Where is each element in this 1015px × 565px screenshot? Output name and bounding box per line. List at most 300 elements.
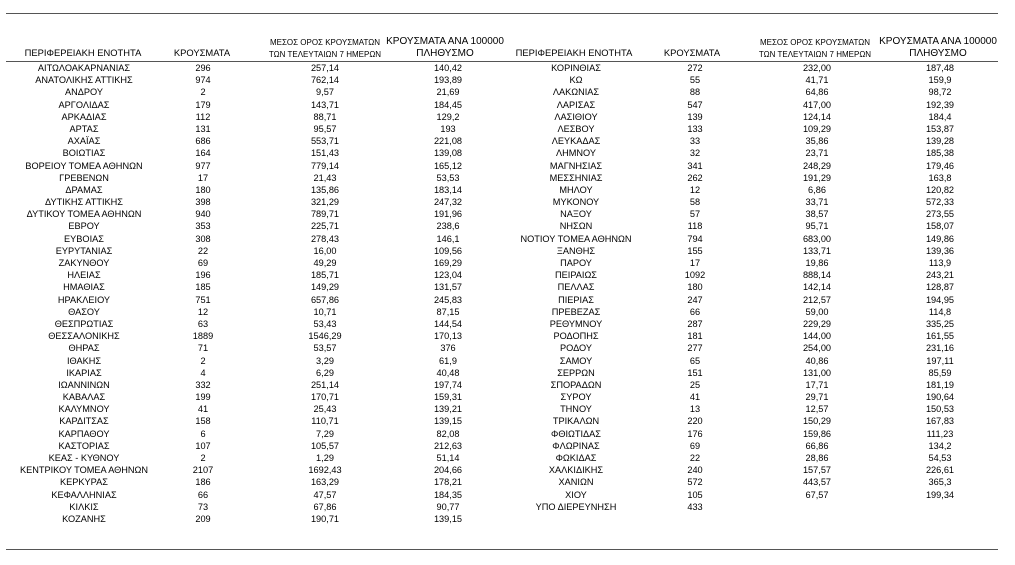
table-row: [0, 330, 510, 342]
region-cell: ΛΕΥΚΑΔΑΣ: [551, 136, 601, 147]
per100k-cell: 572,33: [925, 197, 955, 208]
avg-cell: 212,57: [802, 294, 832, 305]
table-row: [492, 196, 1015, 208]
table-row: [0, 257, 510, 269]
region-cell: ΘΗΡΑΣ: [68, 343, 100, 354]
table-row: [492, 501, 1015, 513]
table-row: [492, 452, 1015, 464]
region-cell: ΦΛΩΡΙΝΑΣ: [552, 440, 600, 451]
table-row: [492, 172, 1015, 184]
avg-cell: 19,86: [805, 258, 829, 268]
per100k-cell: 365,3: [928, 477, 952, 488]
region-cell: ΚΑΒΑΛΑΣ: [62, 392, 106, 403]
region-cell: ΒΟΙΩΤΙΑΣ: [62, 148, 106, 159]
table-row: [0, 196, 510, 208]
region-cell: ΜΥΚΟΝΟΥ: [552, 197, 600, 208]
table-row: [492, 440, 1015, 452]
avg-cell: 321,29: [310, 197, 340, 208]
per100k-cell: 243,21: [925, 270, 955, 281]
cases-cell: 69: [197, 258, 209, 268]
cases-cell: 65: [689, 355, 701, 366]
per100k-cell: 184,35: [433, 489, 463, 500]
region-cell: ΚΑΡΠΑΘΟΥ: [58, 428, 110, 439]
per100k-cell: 146,1: [436, 233, 460, 244]
table-row: [0, 355, 510, 367]
avg-cell: 124,14: [802, 111, 832, 122]
table-row: [492, 391, 1015, 403]
table-row: [492, 99, 1015, 111]
region-cell: ΑΝΑΤΟΛΙΚΗΣ ΑΤΤΙΚΗΣ: [35, 75, 133, 86]
region-cell: ΜΗΛΟΥ: [559, 184, 593, 195]
region-cell: ΑΡΤΑΣ: [69, 123, 99, 134]
cases-cell: 151: [687, 367, 703, 378]
cases-cell: 220: [687, 416, 703, 427]
per100k-cell: 114,8: [928, 306, 952, 317]
table-row: [0, 440, 510, 452]
region-cell: ΗΛΕΙΑΣ: [67, 270, 101, 281]
cases-cell: 155: [687, 245, 703, 256]
per100k-cell: 165,12: [433, 160, 463, 171]
per100k-cell: 183,14: [433, 184, 463, 195]
per100k-cell: 184,45: [433, 99, 463, 110]
table-row: [0, 184, 510, 196]
per100k-cell: 192,39: [925, 99, 955, 110]
table-row: [492, 220, 1015, 232]
cases-cell: 12: [197, 306, 209, 317]
table-row: [492, 403, 1015, 415]
region-cell: ΑΧΑΪΑΣ: [67, 136, 101, 147]
table-row: [0, 415, 510, 427]
table-row: [0, 233, 510, 245]
avg-cell: 417,00: [802, 99, 832, 110]
per100k-cell: 139,21: [433, 404, 463, 415]
table-row: [0, 342, 510, 354]
avg-cell: 779,14: [310, 160, 340, 171]
per100k-cell: 187,48: [925, 63, 955, 73]
region-cell: ΧΑΝΙΩΝ: [558, 477, 594, 488]
cases-cell: 133: [687, 123, 703, 134]
table-row: [0, 123, 510, 135]
cases-cell: 572: [687, 477, 703, 488]
per100k-cell: 193: [440, 123, 456, 134]
per100k-cell: 184,4: [928, 111, 952, 122]
cases-cell: 1889: [192, 331, 214, 342]
header-per100k-line1: ΚΡΟΥΣΜΑΤΑ ΑΝΑ 100000: [879, 36, 997, 47]
table-row: [492, 147, 1015, 159]
cases-cell: 131: [195, 123, 211, 134]
region-cell: ΑΝΔΡΟΥ: [64, 87, 103, 98]
avg-cell: 40,86: [805, 355, 829, 366]
per100k-cell: 90,77: [436, 501, 460, 512]
table-row: [0, 464, 510, 476]
cases-cell: 22: [197, 245, 209, 256]
avg-cell: 12,57: [805, 404, 829, 415]
cases-cell: 57: [689, 209, 701, 220]
table-row: [492, 160, 1015, 172]
cases-cell: 353: [195, 221, 211, 232]
table-row: [0, 245, 510, 257]
per100k-cell: 123,04: [433, 270, 463, 281]
cases-cell: 247: [687, 294, 703, 305]
avg-cell: 95,71: [805, 221, 829, 232]
cases-cell: 332: [195, 379, 211, 390]
table-row: [0, 476, 510, 488]
per100k-cell: 53,53: [436, 172, 460, 183]
cases-cell: 2: [200, 355, 206, 366]
region-cell: ΠΙΕΡΙΑΣ: [558, 294, 594, 305]
region-cell: ΛΕΣΒΟΥ: [557, 123, 595, 134]
table-row: [0, 62, 510, 74]
cases-cell: 176: [687, 428, 703, 439]
avg-cell: 151,43: [310, 148, 340, 159]
per100k-cell: 197,11: [926, 355, 954, 366]
per100k-cell: 199,34: [925, 489, 955, 500]
cases-cell: 185: [195, 282, 211, 293]
table-row: [0, 379, 510, 391]
avg-cell: 553,71: [310, 136, 340, 147]
cases-cell: 25: [689, 379, 701, 390]
avg-cell: 10,71: [313, 306, 337, 317]
avg-cell: 191,29: [802, 172, 832, 183]
header-per100k-line2: ΠΛΗΘΥΣΜΟ: [416, 48, 474, 59]
region-cell: ΚΕΡΚΥΡΑΣ: [60, 477, 108, 488]
left-table: [0, 62, 510, 525]
avg-cell: 16,00: [313, 245, 337, 256]
region-cell: ΗΜΑΘΙΑΣ: [63, 282, 105, 293]
region-cell: ΝΗΣΩΝ: [559, 221, 593, 232]
region-cell: ΘΑΣΟΥ: [68, 306, 100, 317]
region-cell: ΣΠΟΡΑΔΩΝ: [550, 379, 602, 390]
cases-cell: 186: [195, 477, 211, 488]
avg-cell: 110,71: [311, 416, 339, 427]
table-row: [0, 220, 510, 232]
header-region-left: ΠΕΡΙΦΕΡΕΙΑΚΗ ΕΝΟΤΗΤΑ: [24, 47, 142, 58]
cases-cell: 4: [200, 367, 206, 378]
per100k-cell: 113,9: [928, 258, 952, 268]
avg-cell: 888,14: [802, 270, 832, 281]
per100k-cell: 197,74: [433, 379, 463, 390]
avg-cell: 49,29: [313, 258, 337, 268]
avg-cell: 170,71: [310, 392, 340, 403]
per100k-cell: 85,59: [928, 367, 952, 378]
cases-cell: 433: [687, 501, 703, 512]
region-cell: ΚΩ: [569, 75, 583, 86]
table-row: [492, 281, 1015, 293]
cases-cell: 196: [195, 270, 211, 281]
table-row: [492, 489, 1015, 501]
per100k-cell: 144,54: [433, 318, 463, 329]
table-row: [492, 135, 1015, 147]
cases-cell: 17: [197, 172, 209, 183]
avg-cell: 53,57: [313, 343, 337, 354]
region-cell: ΠΡΕΒΕΖΑΣ: [551, 306, 601, 317]
top-rule: [6, 13, 998, 14]
per100k-cell: 376: [440, 343, 456, 354]
region-cell: ΚΑΡΔΙΤΣΑΣ: [59, 416, 109, 427]
avg-cell: 66,86: [805, 440, 829, 451]
per100k-cell: 54,53: [928, 453, 952, 463]
table-row: [0, 99, 510, 111]
table-row: [492, 367, 1015, 379]
header-avg-right: [745, 37, 885, 61]
avg-cell: 229,29: [802, 318, 832, 329]
region-cell: ΕΥΡΥΤΑΝΙΑΣ: [55, 245, 113, 256]
region-cell: ΖΑΚΥΝΘΟΥ: [58, 258, 110, 268]
table-row: [0, 367, 510, 379]
right-table: [492, 62, 1015, 513]
table-row: [0, 172, 510, 184]
region-cell: ΛΑΣΙΘΙΟΥ: [554, 111, 598, 122]
region-cell: ΚΟΖΑΝΗΣ: [62, 513, 106, 524]
avg-cell: 150,29: [802, 416, 832, 427]
per100k-cell: 212,63: [433, 440, 463, 451]
table-row: [0, 86, 510, 98]
cases-cell: 118: [687, 221, 703, 232]
per100k-cell: 21,69: [436, 87, 460, 98]
table-row: [492, 428, 1015, 440]
avg-cell: 133,71: [802, 245, 832, 256]
per100k-cell: 238,6: [436, 221, 460, 232]
per100k-cell: 231,16: [925, 343, 955, 354]
region-cell: ΞΑΝΘΗΣ: [556, 245, 596, 256]
per100k-cell: 150,53: [925, 404, 955, 415]
region-cell: ΛΑΡΙΣΑΣ: [556, 99, 596, 110]
region-cell: ΡΟΔΟΥ: [559, 343, 592, 354]
table-row: [492, 476, 1015, 488]
region-cell: ΤΡΙΚΑΛΩΝ: [552, 416, 600, 427]
avg-cell: 41,71: [805, 75, 829, 86]
table-row: [0, 111, 510, 123]
region-cell: ΡΟΔΟΠΗΣ: [553, 331, 599, 342]
cases-cell: 341: [687, 160, 703, 171]
region-cell: ΝΟΤΙΟΥ ΤΟΜΕΑ ΑΘΗΝΩΝ: [520, 233, 632, 244]
per100k-cell: 190,64: [925, 392, 955, 403]
region-cell: ΚΕΝΤΡΙΚΟΥ ΤΟΜΕΑ ΑΘΗΝΩΝ: [19, 465, 149, 476]
per100k-cell: 61,9: [439, 355, 457, 366]
per100k-cell: 139,28: [925, 136, 955, 147]
cases-cell: 181: [687, 331, 703, 342]
per100k-cell: 161,55: [925, 331, 955, 342]
avg-cell: 6,86: [808, 184, 826, 195]
avg-cell: 35,86: [805, 136, 829, 147]
cases-cell: 105: [687, 489, 703, 500]
cases-cell: 209: [195, 513, 211, 524]
per100k-cell: 169,29: [433, 258, 463, 268]
table-row: [492, 464, 1015, 476]
per100k-cell: 139,15: [433, 416, 463, 427]
region-cell: ΠΕΙΡΑΙΩΣ: [555, 270, 597, 281]
region-cell: ΒΟΡΕΙΟΥ ΤΟΜΕΑ ΑΘΗΝΩΝ: [25, 160, 143, 171]
avg-cell: 683,00: [802, 233, 832, 244]
region-cell: ΑΡΚΑΔΙΑΣ: [61, 111, 107, 122]
per100k-cell: 98,72: [928, 87, 952, 98]
header-per100k-right: [873, 36, 1003, 60]
avg-cell: 67,57: [805, 489, 829, 500]
per100k-cell: 245,83: [433, 294, 463, 305]
avg-cell: 23,71: [805, 148, 829, 159]
avg-cell: 1546,29: [308, 331, 342, 342]
table-row: [492, 269, 1015, 281]
cases-cell: 32: [689, 148, 701, 159]
cases-cell: 2: [200, 87, 206, 98]
avg-cell: 9,57: [316, 87, 334, 98]
cases-cell: 63: [197, 318, 209, 329]
table-row: [492, 257, 1015, 269]
avg-cell: 278,43: [310, 233, 340, 244]
avg-cell: 762,14: [310, 75, 340, 86]
cases-cell: 199: [195, 392, 211, 403]
header-avg-line2: ΤΩΝ ΤΕΛΕΥΤΑΙΩΝ 7 ΗΜΕΡΩΝ: [758, 50, 872, 59]
table-row: [0, 391, 510, 403]
avg-cell: 157,57: [802, 465, 832, 476]
cases-cell: 164: [195, 148, 211, 159]
avg-cell: 28,86: [805, 453, 829, 463]
avg-cell: 149,29: [310, 282, 340, 293]
table-row: [492, 318, 1015, 330]
per100k-cell: 273,55: [925, 209, 955, 220]
header-avg-line1: ΜΕΣΟΣ ΟΡΟΣ ΚΡΟΥΣΜΑΤΩΝ: [759, 38, 871, 47]
table-row: [0, 281, 510, 293]
cases-cell: 686: [195, 136, 211, 147]
table-row: [492, 123, 1015, 135]
region-cell: ΠΕΛΛΑΣ: [557, 282, 595, 293]
cases-cell: 262: [687, 172, 703, 183]
cases-cell: 112: [195, 111, 211, 122]
cases-cell: 107: [195, 440, 211, 451]
table-row: [492, 245, 1015, 257]
per100k-cell: 204,66: [433, 465, 463, 476]
header-per100k-line2: ΠΛΗΘΥΣΜΟ: [909, 48, 967, 59]
table-row: [492, 233, 1015, 245]
per100k-cell: 181,19: [925, 379, 955, 390]
cases-cell: 308: [195, 233, 211, 244]
cases-cell: 66: [689, 306, 701, 317]
cases-cell: 13: [689, 404, 701, 415]
avg-cell: 64,86: [805, 87, 829, 98]
region-cell: ΕΒΡΟΥ: [68, 221, 100, 232]
header-cases-right: ΚΡΟΥΣΜΑΤΑ: [663, 47, 721, 58]
per100k-cell: 159,9: [928, 75, 952, 86]
cases-cell: 69: [689, 440, 701, 451]
per100k-cell: 335,25: [925, 318, 955, 329]
cases-cell: 6: [200, 428, 206, 439]
per100k-cell: 221,08: [433, 136, 463, 147]
per100k-cell: 185,38: [925, 148, 955, 159]
region-cell: ΘΕΣΣΑΛΟΝΙΚΗΣ: [48, 331, 120, 342]
avg-cell: 443,57: [802, 477, 832, 488]
avg-cell: 135,86: [310, 184, 340, 195]
avg-cell: 33,71: [805, 197, 829, 208]
table-row: [492, 294, 1015, 306]
per100k-cell: 226,61: [925, 465, 955, 476]
cases-cell: 17: [689, 258, 701, 268]
per100k-cell: 139,15: [433, 513, 463, 524]
region-cell: ΚΙΛΚΙΣ: [69, 501, 99, 512]
region-cell: ΧΙΟΥ: [565, 489, 587, 500]
avg-cell: 6,29: [316, 367, 334, 378]
avg-cell: 254,00: [802, 343, 832, 354]
region-cell: ΠΑΡΟΥ: [560, 258, 592, 268]
table-row: [492, 342, 1015, 354]
header-avg-line2: ΤΩΝ ΤΕΛΕΥΤΑΙΩΝ 7 ΗΜΕΡΩΝ: [268, 50, 382, 59]
cases-cell: 751: [195, 294, 211, 305]
avg-cell: 232,00: [802, 63, 832, 73]
avg-cell: 789,71: [310, 209, 340, 220]
cases-cell: 180: [687, 282, 703, 293]
cases-cell: 277: [687, 343, 703, 354]
table-row: [0, 501, 510, 513]
table-row: [492, 62, 1015, 74]
cases-cell: 179: [195, 99, 211, 110]
cases-cell: 58: [689, 197, 701, 208]
table-row: [492, 208, 1015, 220]
region-cell: ΓΡΕΒΕΝΩΝ: [59, 172, 109, 183]
cases-cell: 158: [195, 416, 211, 427]
table-row: [0, 318, 510, 330]
bottom-rule: [6, 549, 998, 550]
header-per100k-left: [380, 36, 510, 60]
per100k-cell: 191,96: [433, 209, 463, 220]
region-cell: ΑΙΤΩΛΟΑΚΑΡΝΑΝΙΑΣ: [37, 63, 131, 73]
avg-cell: 7,29: [316, 428, 334, 439]
avg-cell: 105,57: [310, 440, 340, 451]
region-cell: ΘΕΣΠΡΩΤΙΑΣ: [54, 318, 114, 329]
cases-cell: 547: [687, 99, 703, 110]
region-cell: ΛΑΚΩΝΙΑΣ: [552, 87, 600, 98]
avg-cell: 95,57: [313, 123, 337, 134]
per100k-cell: 178,21: [433, 477, 463, 488]
cases-cell: 240: [687, 465, 703, 476]
cases-cell: 73: [197, 501, 209, 512]
table-row: [0, 306, 510, 318]
per100k-cell: 159,31: [433, 392, 463, 403]
region-cell: ΗΡΑΚΛΕΙΟΥ: [57, 294, 111, 305]
per100k-cell: 120,82: [925, 184, 955, 195]
region-cell: ΛΗΜΝΟΥ: [555, 148, 597, 159]
cases-cell: 398: [195, 197, 211, 208]
region-cell: ΚΑΣΤΟΡΙΑΣ: [58, 440, 110, 451]
per100k-cell: 82,08: [436, 428, 460, 439]
avg-cell: 1,29: [316, 453, 334, 463]
cases-cell: 33: [689, 136, 701, 147]
per100k-cell: 179,46: [925, 160, 955, 171]
avg-cell: 47,57: [313, 489, 337, 500]
cases-cell: 66: [197, 489, 209, 500]
table-row: [492, 415, 1015, 427]
table-row: [0, 428, 510, 440]
table-row: [0, 147, 510, 159]
cases-cell: 974: [195, 75, 211, 86]
table-row: [492, 330, 1015, 342]
cases-cell: 287: [687, 318, 703, 329]
table-row: [0, 452, 510, 464]
header-avg-line1: ΜΕΣΟΣ ΟΡΟΣ ΚΡΟΥΣΜΑΤΩΝ: [269, 38, 381, 47]
table-row: [0, 74, 510, 86]
avg-cell: 59,00: [805, 306, 829, 317]
cases-cell: 296: [195, 63, 211, 73]
per100k-cell: 134,2: [928, 440, 952, 451]
avg-cell: 29,71: [805, 392, 829, 403]
region-cell: ΦΘΙΩΤΙΔΑΣ: [550, 428, 601, 439]
per100k-cell: 139,36: [925, 245, 955, 256]
per100k-cell: 170,13: [433, 331, 463, 342]
region-cell: ΜΕΣΣΗΝΙΑΣ: [549, 172, 603, 183]
region-cell: ΙΚΑΡΙΑΣ: [66, 367, 102, 378]
cases-cell: 977: [195, 160, 211, 171]
region-cell: ΔΡΑΜΑΣ: [65, 184, 103, 195]
cases-cell: 794: [687, 233, 703, 244]
table-row: [0, 135, 510, 147]
